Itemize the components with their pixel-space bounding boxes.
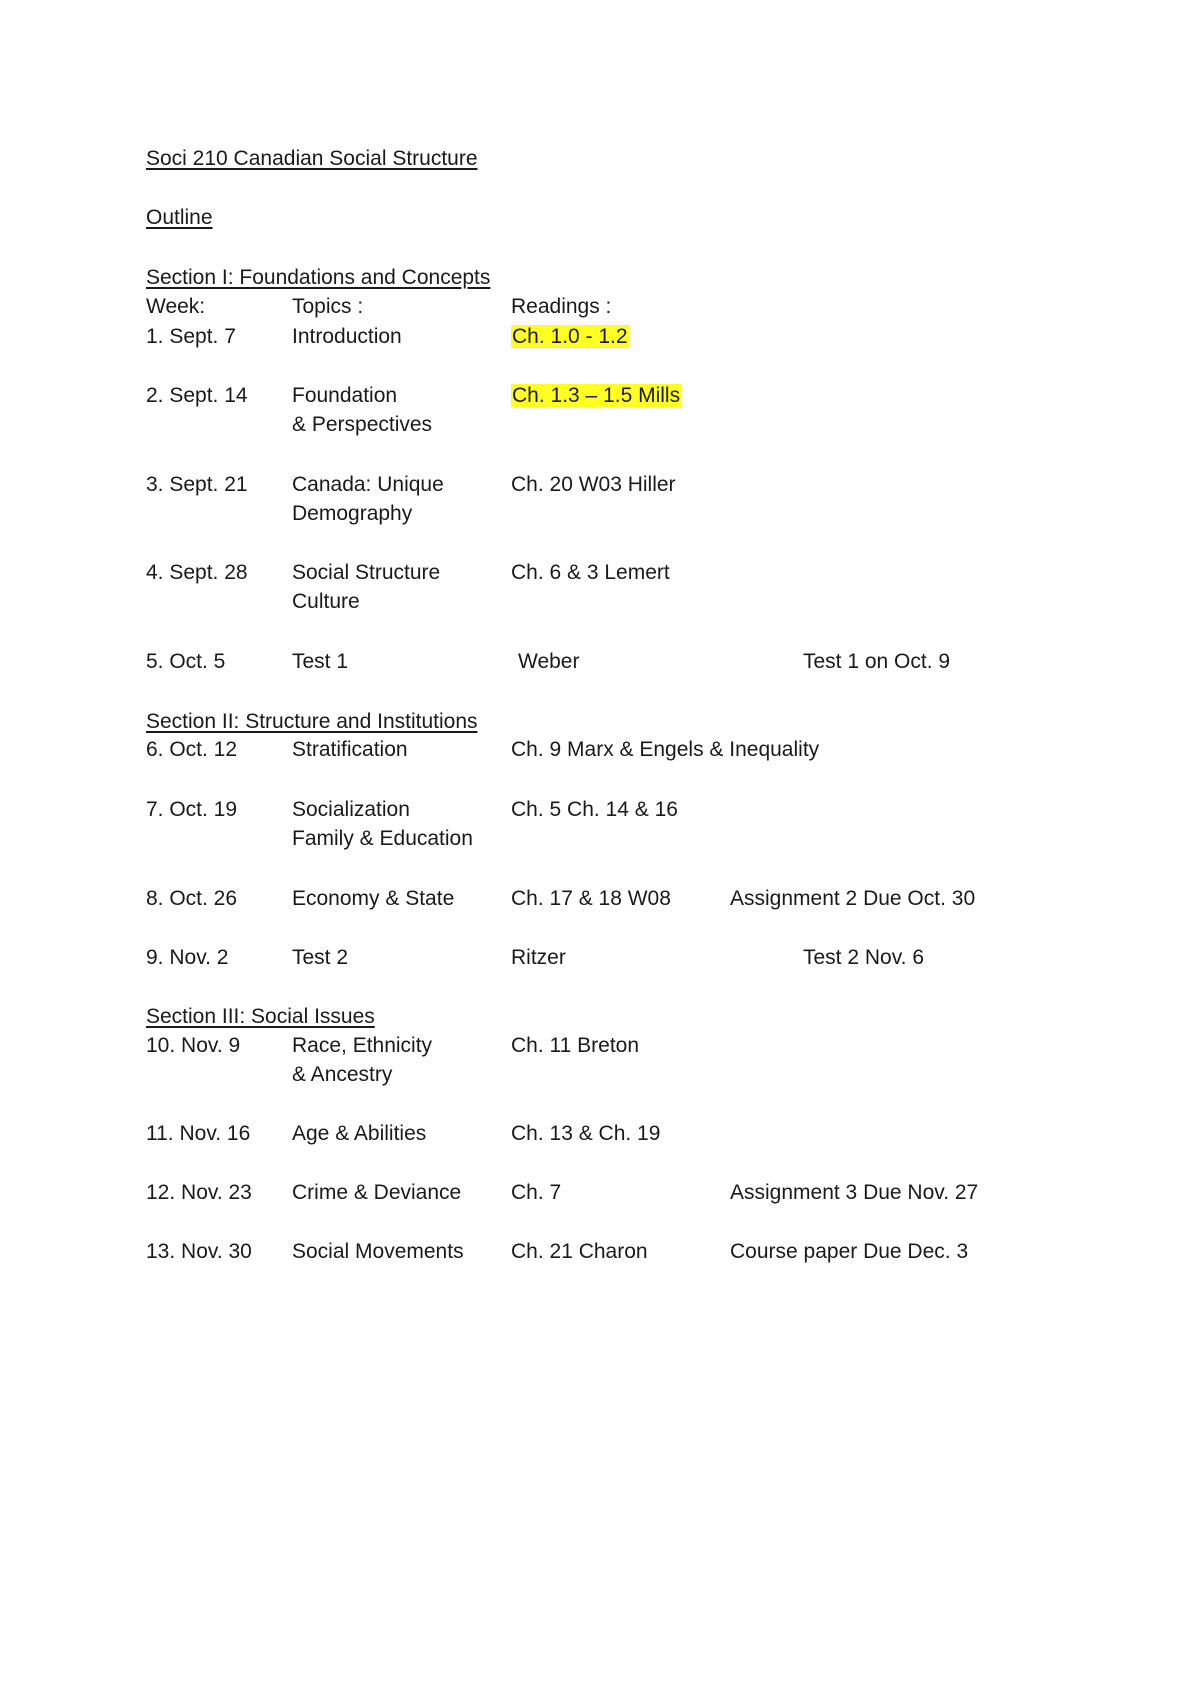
topic-cell: Introduction	[292, 325, 402, 348]
topic-cell: Stratification	[292, 738, 408, 761]
reading-cell: Ch. 9 Marx & Engels & Inequality	[511, 738, 820, 761]
reading-cell: Ch. 21 Charon	[511, 1240, 648, 1263]
topic-cell-line-2: & Ancestry	[292, 1063, 393, 1086]
topic-cell: Race, Ethnicity	[292, 1034, 433, 1057]
outline-heading: Outline	[146, 206, 213, 229]
reading-cell	[511, 383, 681, 409]
highlighted-reading: Ch. 1.0 - 1.2	[512, 325, 628, 348]
week-cell: 3. Sept. 21	[146, 473, 248, 496]
reading-cell: Ch. 13 & Ch. 19	[511, 1122, 661, 1145]
note-cell: Assignment 3 Due Nov. 27	[730, 1181, 979, 1204]
topic-cell: Foundation	[292, 384, 398, 407]
note-cell: Assignment 2 Due Oct. 30	[730, 887, 976, 910]
course-title: Soci 210 Canadian Social Structure	[146, 147, 478, 170]
week-column-header: Week:	[146, 295, 206, 318]
note-cell: Course paper Due Dec. 3	[730, 1240, 969, 1263]
topic-cell: Age & Abilities	[292, 1122, 427, 1145]
week-cell: 8. Oct. 26	[146, 887, 238, 910]
topic-cell: Social Structure	[292, 561, 441, 584]
topic-cell-line-2: Demography	[292, 502, 413, 525]
reading-cell: Ritzer	[511, 946, 566, 969]
week-cell: 12. Nov. 23	[146, 1181, 252, 1204]
reading-cell: Ch. 6 & 3 Lemert	[511, 561, 670, 584]
topic-cell: Test 2	[292, 946, 349, 969]
reading-cell: Ch. 7	[511, 1181, 562, 1204]
topic-cell-line-2: Culture	[292, 590, 360, 613]
topic-cell: Canada: Unique	[292, 473, 444, 496]
reading-cell: Ch. 20 W03 Hiller	[511, 473, 676, 496]
reading-cell: Ch. 17 & 18 W08	[511, 887, 671, 910]
topic-cell: Test 1	[292, 650, 349, 673]
section-2-heading: Section II: Structure and Institutions	[146, 710, 478, 733]
reading-cell: Ch. 5 Ch. 14 & 16	[511, 798, 678, 821]
section-3-heading: Section III: Social Issues	[146, 1005, 375, 1028]
topic-cell: Economy & State	[292, 887, 455, 910]
topic-cell: Social Movements	[292, 1240, 464, 1263]
week-cell: 6. Oct. 12	[146, 738, 238, 761]
section-1-heading: Section I: Foundations and Concepts	[146, 266, 491, 289]
week-cell: 10. Nov. 9	[146, 1034, 241, 1057]
week-cell: 4. Sept. 28	[146, 561, 248, 584]
week-cell: 1. Sept. 7	[146, 325, 236, 348]
week-cell: 5. Oct. 5	[146, 650, 226, 673]
week-cell: 11. Nov. 16	[146, 1122, 251, 1145]
highlighted-reading: Ch. 1.3 – 1.5 Mills	[512, 384, 681, 407]
note-cell: Test 2 Nov. 6	[803, 946, 924, 969]
week-cell: 9. Nov. 2	[146, 946, 229, 969]
reading-cell: Ch. 11 Breton	[511, 1034, 640, 1057]
topic-cell-line-2: Family & Education	[292, 827, 473, 850]
note-cell: Test 1 on Oct. 9	[803, 650, 951, 673]
topics-column-header: Topics :	[292, 295, 364, 318]
topic-cell-line-2: & Perspectives	[292, 413, 433, 436]
topic-cell: Crime & Deviance	[292, 1181, 462, 1204]
topic-cell: Socialization	[292, 798, 410, 821]
week-cell: 13. Nov. 30	[146, 1240, 252, 1263]
readings-column-header: Readings :	[511, 295, 612, 318]
reading-cell: Weber	[518, 650, 580, 673]
week-cell: 2. Sept. 14	[146, 384, 248, 407]
reading-cell	[511, 324, 629, 350]
week-cell: 7. Oct. 19	[146, 798, 238, 821]
